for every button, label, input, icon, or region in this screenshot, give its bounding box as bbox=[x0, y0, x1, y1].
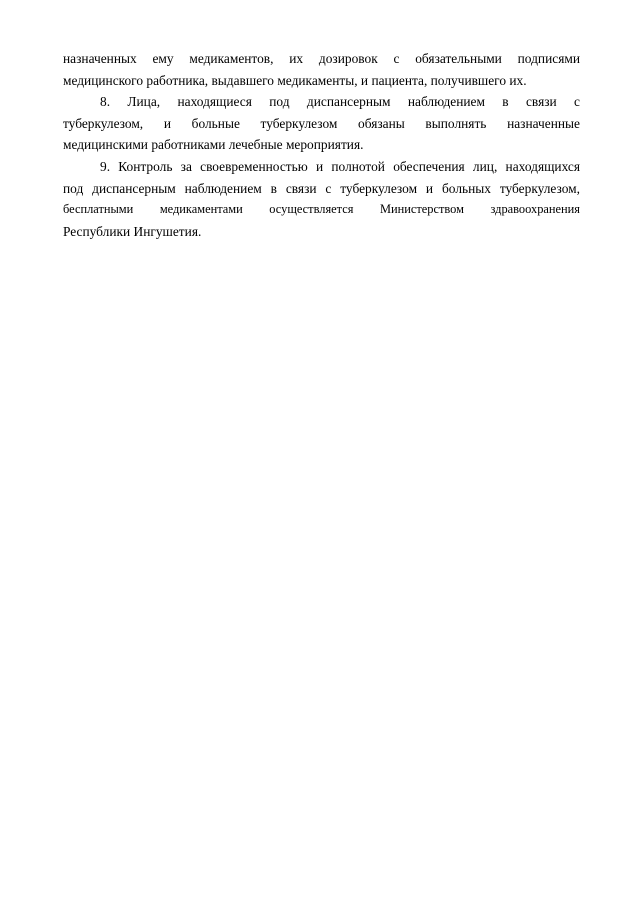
text-line: бесплатными медикаментами осуществляется Министерством здравоохранения bbox=[63, 202, 580, 217]
document-page bbox=[63, 48, 580, 242]
text-line: Республики Ингушетия. bbox=[63, 223, 202, 239]
text-line: медицинскими работниками лечебные мероприятия. bbox=[63, 137, 364, 153]
text-line: 8. Лица, находящиеся под диспансерным наблюдением в связи с bbox=[100, 94, 580, 110]
text-line: назначенных ему медикаментов, их дозировок с обязательными подписями bbox=[63, 51, 580, 66]
text-line: под диспансерным наблюдением в связи с туберкулезом и больных туберкулезом, bbox=[63, 180, 580, 196]
text-line: туберкулезом, и больные туберкулезом обязаны выполнять назначенные bbox=[63, 115, 580, 131]
paragraph-8 bbox=[63, 91, 580, 156]
text-line: медицинского работника, выдавшего медикаменты, и пациента, получившего их. bbox=[63, 72, 527, 88]
text-line: 9. Контроль за своевременностью и полнотой обеспечения лиц, находящихся bbox=[100, 158, 580, 174]
paragraph-9 bbox=[63, 156, 580, 242]
paragraph-7-tail bbox=[63, 48, 580, 91]
